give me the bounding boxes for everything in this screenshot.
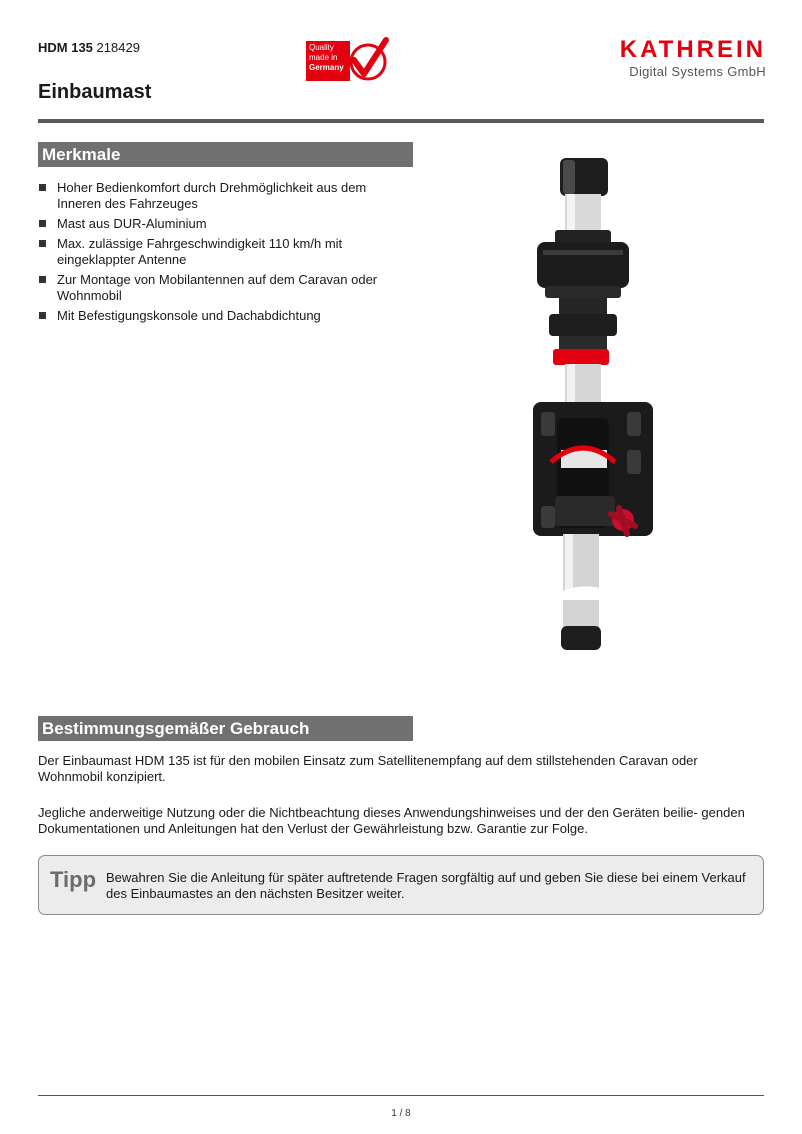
tip-text: Bewahren Sie die Anleitung für später auftretende Fragen sorgfältig auf und geben Sie diese bei einem Verkauf des Einbaumastes an den nächsten Besitzer weiter. [106, 870, 746, 901]
model-number: HDM 135 [38, 40, 93, 55]
square-bullet-icon [39, 220, 46, 227]
list-item: Mit Befestigungskonsole und Dachabdichtung [38, 308, 398, 324]
feature-list [38, 180, 398, 328]
tip-label: Tipp [50, 867, 97, 892]
square-bullet-icon [39, 276, 46, 283]
quality-badge-line2: made in [309, 53, 338, 62]
tip-box [38, 855, 764, 915]
brand-name: KATHREIN [619, 36, 766, 60]
brand-subtitle: Digital Systems GmbH [629, 64, 766, 79]
product-identifier [38, 40, 140, 55]
footer-divider [38, 1095, 764, 1096]
article-number: 218429 [96, 40, 140, 55]
square-bullet-icon [39, 184, 46, 191]
brand-logo-block [576, 36, 766, 79]
list-item: Zur Montage von Mobilantennen auf dem Caravan oder Wohnmobil [38, 272, 398, 304]
header-divider [38, 119, 764, 123]
features-heading: Merkmale [38, 142, 413, 167]
quality-badge-line3: Germany [309, 63, 344, 72]
quality-made-in-germany-badge [306, 36, 390, 84]
list-item: Hoher Bedienkomfort durch Drehmöglichkeit aus dem Inneren des Fahrzeuges [38, 180, 398, 212]
quality-badge-line1: Quality [309, 43, 334, 52]
square-bullet-icon [39, 312, 46, 319]
usage-heading: Bestimmungsgemäßer Gebrauch [38, 716, 413, 741]
usage-paragraph-1: Der Einbaumast HDM 135 ist für den mobilen Einsatz zum Satellitenempfang auf dem stillstehenden Caravan oder Wohnmobil konzipiert. [38, 753, 698, 784]
checkmark-icon [340, 36, 390, 84]
list-item: Mast aus DUR-Aluminium [38, 216, 398, 232]
page-title: Einbaumast [38, 81, 152, 103]
list-item: Max. zulässige Fahrgeschwindigkeit 110 km/h mit eingeklappter Antenne [38, 236, 398, 268]
product-image-mast [515, 150, 675, 660]
usage-paragraph-2: Jegliche anderweitige Nutzung oder die Nichtbeachtung dieses Anwendungshinweises und der den Geräten beilie- genden Dokumentationen und Anleitungen hat den Verlust der Gewährleistung bzw. Garantie zur Folge. [38, 805, 745, 836]
page-number: 1 / 8 [391, 1108, 411, 1119]
kathrein-logo [576, 36, 766, 60]
square-bullet-icon [39, 240, 46, 247]
